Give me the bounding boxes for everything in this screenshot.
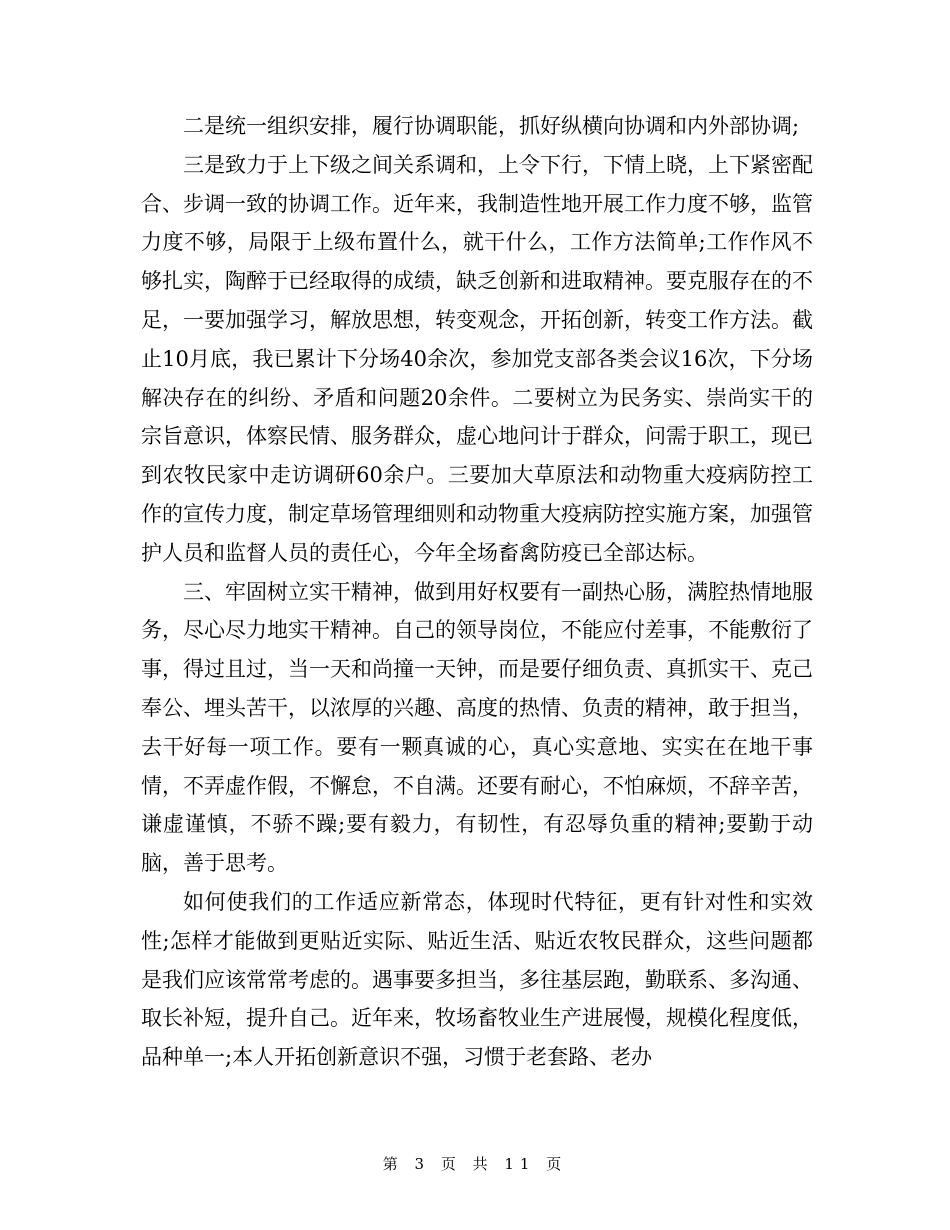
paragraph-superior-subordinate: 三是致力于上下级之间关系调和，上令下行，下情上晓，上下紧密配合、步调一致的协调工作。近年来，我制造性地开展工作力度不够，监管力度不够，局限于上级布置什么，就干什么，工作方法简单;工作作风不够扎实，陶醉于已经取得的成绩，缺乏创新和进取精神。要克服存在的不足，一要加强学习，解放思想，转变观念，开拓创新，转变工作方法。截止10月底，我已累计下分场40余次，参加党支部各类会议16次，下分场解决存在的纠纷、矛盾和问题20余件。二要树立为民务实、崇尚实干的宗旨意识，体察民情、服务群众，虚心地问计于群众，问需于职工，现已到农牧民家中走访调研60余户。三要加大草原法和动物重大疫病防控工作的宣传力度，制定草场管理细则和动物重大疫病防控实施方案，加强管护人员和监督人员的责任心，今年全场畜禽防疫已全部达标。 xyxy=(141,152,813,565)
page-number-footer: 第 3 页 共 11 页 xyxy=(382,1155,568,1173)
paragraph-practical-spirit: 三、牢固树立实干精神，做到用好权要有一副热心肠，满腔热情地服务，尽心尽力地实干精神。自己的领导岗位，不能应付差事，不能敷衍了事，得过且过，当一天和尚撞一天钟，而是要仔细负责、真抓实干、克己奉公、埋头苦干，以浓厚的兴趣、高度的热情、负责的精神，敢于担当，去干好每一项工作。要有一颗真诚的心，真心实意地、实实在在地干事情，不弄虚作假，不懈怠，不自满。还要有耐心，不怕麻烦，不辞辛苦，谦虚谨慎，不骄不躁;要有毅力，有韧性，有忍辱负重的精神;要勤于动脑，善于思考。 xyxy=(141,579,813,876)
paragraph-coordination: 二是统一组织安排，履行协调职能，抓好纵横向协调和内外部协调; xyxy=(183,114,800,138)
paragraph-new-normal: 如何使我们的工作适应新常态，体现时代特征，更有针对性和实效性;怎样才能做到更贴近实际、贴近生活、贴近农牧民群众，这些问题都是我们应该常常考虑的。遇事要多担当，多往基层跑，勤联系、多沟通、取长补短，提升自己。近年来，牧场畜牧业生产进展慢，规模化程度低，品种单一;本人开拓创新意识不强，习惯于老套路、老办 xyxy=(141,889,813,1070)
document-body xyxy=(141,107,813,1077)
